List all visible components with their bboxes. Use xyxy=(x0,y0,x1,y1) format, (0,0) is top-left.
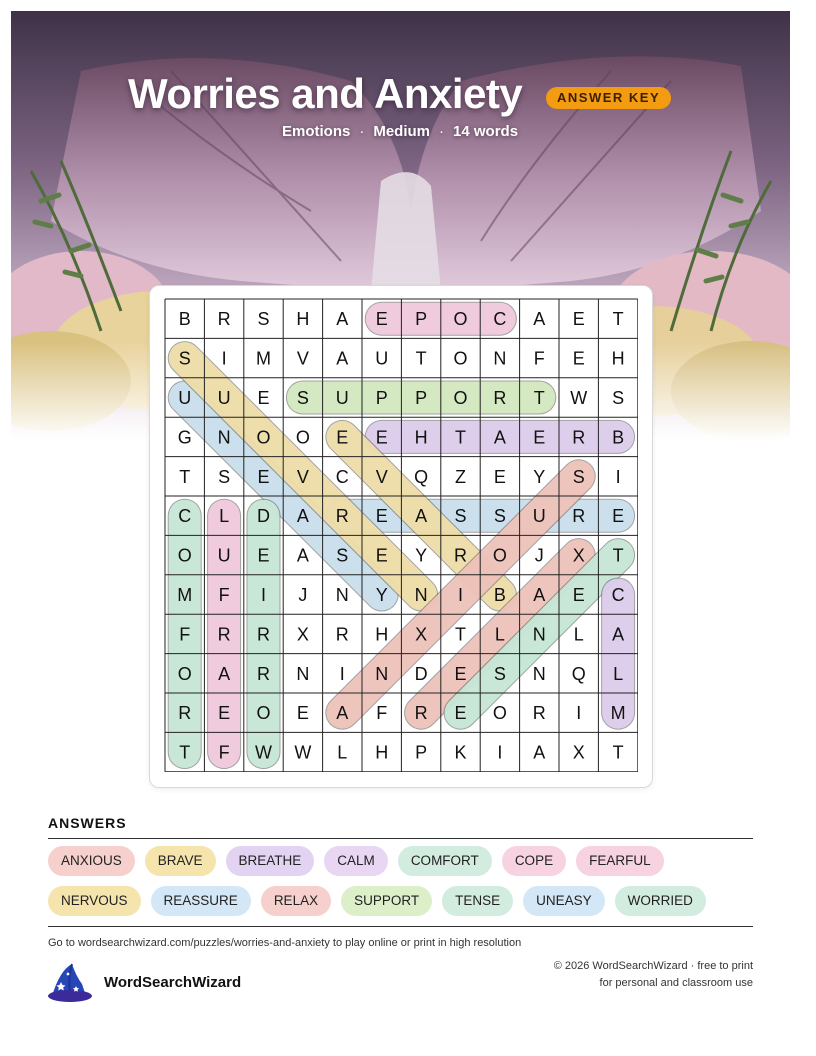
grid-letter[interactable]: E xyxy=(296,703,309,724)
grid-letter[interactable]: E xyxy=(257,388,270,408)
meta-difficulty: Medium xyxy=(373,123,431,140)
grid-letter[interactable]: S xyxy=(493,663,506,684)
grid-letter[interactable]: R xyxy=(572,506,586,527)
grid-letter[interactable]: O xyxy=(453,388,468,408)
grid-letter[interactable]: E xyxy=(493,466,506,487)
grid-letter[interactable]: T xyxy=(612,742,624,763)
grid-letter[interactable]: C xyxy=(611,585,625,605)
grid-letter[interactable]: T xyxy=(415,348,427,369)
grid-letter[interactable]: O xyxy=(256,427,271,448)
answer-chip-fearful: FEARFUL xyxy=(576,846,664,876)
grid-letter[interactable]: F xyxy=(179,624,191,645)
grid-letter[interactable]: N xyxy=(532,663,546,684)
grid-letter[interactable]: Q xyxy=(414,466,429,487)
grid-letter[interactable]: U xyxy=(375,348,389,369)
divider xyxy=(48,926,753,927)
grid-letter[interactable]: A xyxy=(533,309,546,330)
grid-letter[interactable]: N xyxy=(335,585,349,605)
grid-letter[interactable]: U xyxy=(217,545,231,566)
grid-letter[interactable]: I xyxy=(576,703,582,724)
grid-letter[interactable]: V xyxy=(296,466,309,487)
grid-letter[interactable]: L xyxy=(219,506,230,527)
grid-letter[interactable]: J xyxy=(534,545,544,566)
answer-chip-breathe: BREATHE xyxy=(226,846,315,876)
answer-list xyxy=(48,846,768,926)
grid-letter[interactable]: Q xyxy=(571,663,586,684)
grid-letter[interactable]: F xyxy=(218,742,230,763)
grid-letter[interactable]: S xyxy=(493,506,506,527)
grid-letter[interactable]: X xyxy=(415,624,428,645)
grid-letter[interactable]: P xyxy=(415,388,428,408)
grid-letter[interactable]: A xyxy=(612,624,625,645)
wizard-hat-icon xyxy=(46,962,94,1009)
answer-chip-brave: BRAVE xyxy=(145,846,216,876)
grid-letter[interactable]: S xyxy=(336,545,349,566)
grid-letter[interactable]: O xyxy=(453,309,468,330)
grid-letter[interactable]: E xyxy=(257,466,270,487)
grid-letter[interactable]: E xyxy=(375,427,388,448)
copyright-text: © 2026 WordSearchWizard · free to print for personal and classroom use xyxy=(553,960,753,989)
grid-letter[interactable]: O xyxy=(453,348,468,369)
grid-letter[interactable]: Z xyxy=(455,466,466,487)
grid-letter[interactable]: R xyxy=(532,703,546,724)
grid-letter[interactable]: I xyxy=(457,585,464,605)
grid-letter[interactable]: A xyxy=(336,309,349,330)
answer-chip-reassure: REASSURE xyxy=(151,886,251,916)
grid-letter[interactable]: F xyxy=(533,348,545,369)
answer-chip-comfort: COMFORT xyxy=(398,846,492,876)
grid-letter[interactable]: A xyxy=(296,545,309,566)
answer-key-badge: ANSWER KEY xyxy=(546,87,671,109)
grid-letter[interactable]: V xyxy=(375,466,388,487)
grid-letter[interactable]: L xyxy=(613,663,624,684)
grid-letter[interactable]: N xyxy=(493,348,507,369)
grid-letter[interactable]: U xyxy=(178,388,192,408)
grid-letter[interactable]: E xyxy=(454,663,467,684)
meta-separator: · xyxy=(359,123,365,140)
grid-letter[interactable]: R xyxy=(414,703,428,724)
grid-letter[interactable]: O xyxy=(295,427,310,448)
grid-letter[interactable]: I xyxy=(339,663,345,684)
grid-letter[interactable]: S xyxy=(296,388,309,408)
answer-row xyxy=(48,846,768,876)
grid-letter[interactable]: E xyxy=(375,545,388,566)
grid-letter[interactable]: J xyxy=(298,585,308,605)
answers-heading: ANSWERS xyxy=(48,815,127,831)
meta-separator: · xyxy=(439,123,445,140)
divider xyxy=(48,838,753,839)
grid-letter[interactable]: L xyxy=(337,742,348,763)
answer-chip-anxious: ANXIOUS xyxy=(48,846,135,876)
grid-letter[interactable]: T xyxy=(179,466,191,487)
grid-letter[interactable]: I xyxy=(615,466,621,487)
grid-letter[interactable]: N xyxy=(217,427,231,448)
answer-chip-worried: WORRIED xyxy=(615,886,706,916)
grid-letter[interactable]: A xyxy=(493,427,506,448)
grid-letter[interactable]: P xyxy=(375,388,388,408)
grid-letter[interactable]: H xyxy=(296,309,310,330)
grid-letter[interactable]: W xyxy=(294,742,312,763)
grid-letter[interactable]: M xyxy=(256,348,271,369)
grid-letter[interactable]: E xyxy=(454,703,467,724)
grid-letter[interactable]: O xyxy=(177,663,192,684)
grid-letter[interactable]: E xyxy=(572,309,585,330)
answer-chip-nervous: NERVOUS xyxy=(48,886,141,916)
grid-letter[interactable]: Y xyxy=(533,466,546,487)
grid-letter[interactable]: D xyxy=(414,663,428,684)
grid-letter[interactable]: D xyxy=(257,506,270,527)
grid-letter[interactable]: S xyxy=(257,309,270,330)
meta-word-count: 14 words xyxy=(453,123,519,140)
grid-letter[interactable]: E xyxy=(572,585,585,605)
grid-letter[interactable]: R xyxy=(493,388,507,408)
grid-letter[interactable]: T xyxy=(455,624,466,645)
answer-chip-tense: TENSE xyxy=(442,886,513,916)
grid-letter[interactable]: E xyxy=(336,427,349,448)
word-search-grid xyxy=(164,298,638,772)
grid-letter[interactable]: I xyxy=(221,348,227,369)
grid-letter[interactable]: T xyxy=(612,309,624,330)
grid-letter[interactable]: M xyxy=(610,703,626,724)
meta-category: Emotions xyxy=(282,123,351,140)
grid-letter[interactable]: F xyxy=(218,585,230,605)
grid-letter[interactable]: H xyxy=(414,427,428,448)
grid-letter[interactable]: O xyxy=(492,703,507,724)
grid-letter[interactable]: T xyxy=(455,427,466,448)
grid-letter[interactable]: S xyxy=(178,348,191,369)
grid-letter[interactable]: L xyxy=(494,624,505,645)
grid-letter[interactable]: S xyxy=(218,466,231,487)
grid-letter[interactable]: F xyxy=(376,703,388,724)
grid-letter[interactable]: E xyxy=(572,348,585,369)
grid-letter[interactable]: X xyxy=(296,624,309,645)
grid-letter[interactable]: E xyxy=(533,427,546,448)
answer-chip-support: SUPPORT xyxy=(341,886,432,916)
grid-letter[interactable]: A xyxy=(533,742,546,763)
answer-row xyxy=(48,886,768,916)
grid-letter[interactable]: B xyxy=(178,309,191,330)
grid-letter[interactable]: N xyxy=(375,663,389,684)
grid-letter[interactable]: I xyxy=(260,585,267,605)
grid-letter[interactable]: R xyxy=(178,703,192,724)
grid-letter[interactable]: W xyxy=(570,388,588,408)
grid-letter[interactable]: R xyxy=(335,624,349,645)
grid-letter[interactable]: R xyxy=(572,427,586,448)
grid-letter[interactable]: H xyxy=(375,624,389,645)
grid-letter[interactable]: I xyxy=(497,742,503,763)
grid-letter[interactable]: N xyxy=(532,624,546,645)
grid-letter[interactable]: R xyxy=(217,624,231,645)
answer-chip-cope: COPE xyxy=(502,846,566,876)
grid-letter[interactable]: L xyxy=(573,624,584,645)
grid-letter[interactable]: C xyxy=(178,506,192,527)
grid-letter[interactable]: T xyxy=(612,545,624,566)
page-title: Worries and Anxiety xyxy=(128,70,523,117)
grid-letter[interactable]: A xyxy=(533,585,546,605)
grid-letter[interactable]: R xyxy=(257,663,270,684)
grid-letter[interactable]: X xyxy=(572,545,585,566)
grid-letter[interactable]: A xyxy=(415,506,428,527)
grid-letter[interactable]: P xyxy=(415,742,428,763)
grid-letter[interactable]: E xyxy=(612,506,625,527)
grid-letter[interactable]: R xyxy=(257,624,270,645)
grid-letter[interactable]: G xyxy=(177,427,192,448)
grid-letter[interactable]: A xyxy=(296,506,309,527)
grid-letter[interactable]: N xyxy=(414,585,428,605)
grid-letter[interactable]: O xyxy=(492,545,507,566)
grid-letter[interactable]: S xyxy=(454,506,467,527)
grid-letter[interactable]: B xyxy=(612,427,625,448)
answer-chip-uneasy: UNEASY xyxy=(523,886,605,916)
play-online-link[interactable]: Go to wordsearchwizard.com/puzzles/worries-and-anxiety to play online or print in high resolution xyxy=(48,937,522,949)
grid-letter[interactable]: Y xyxy=(375,585,388,605)
grid-letter[interactable]: R xyxy=(217,309,231,330)
grid-letter[interactable]: U xyxy=(217,388,231,408)
grid-letter[interactable]: T xyxy=(533,388,545,408)
grid-letter[interactable]: S xyxy=(572,466,585,487)
grid-letter[interactable]: U xyxy=(335,388,349,408)
grid-letter[interactable]: E xyxy=(375,506,388,527)
grid-letter[interactable]: S xyxy=(612,388,625,408)
brand-name: WordSearchWizard xyxy=(104,974,242,991)
grid-letter[interactable]: A xyxy=(336,703,349,724)
grid-letter[interactable]: U xyxy=(532,506,546,527)
grid-letter[interactable]: O xyxy=(256,703,271,724)
grid-letter[interactable]: E xyxy=(218,703,231,724)
answer-chip-calm: CALM xyxy=(324,846,388,876)
grid-letter[interactable]: B xyxy=(493,585,506,605)
grid-letter[interactable]: W xyxy=(255,742,272,763)
grid-letter[interactable]: P xyxy=(415,309,428,330)
grid-letter[interactable]: E xyxy=(375,309,388,330)
grid-letter[interactable]: C xyxy=(493,309,507,330)
grid-letter[interactable]: A xyxy=(336,348,349,369)
grid-letter[interactable]: M xyxy=(177,585,193,605)
grid-letter[interactable]: K xyxy=(454,742,467,763)
grid-letter[interactable]: V xyxy=(296,348,309,369)
grid-letter[interactable]: H xyxy=(611,348,625,369)
puzzle-meta xyxy=(282,123,518,140)
answer-chip-relax: RELAX xyxy=(261,886,331,916)
grid-letter[interactable]: H xyxy=(375,742,389,763)
grid-letter[interactable]: C xyxy=(335,466,349,487)
grid-letter[interactable]: A xyxy=(218,663,231,684)
grid-letter[interactable]: N xyxy=(296,663,310,684)
grid-letter[interactable]: O xyxy=(177,545,192,566)
grid-letter[interactable]: E xyxy=(257,545,270,566)
grid-letter[interactable]: X xyxy=(572,742,585,763)
grid-letter[interactable]: R xyxy=(335,506,349,527)
grid-letter[interactable]: T xyxy=(179,742,191,763)
grid-letter[interactable]: R xyxy=(454,545,467,566)
grid-letter[interactable]: Y xyxy=(415,545,428,566)
